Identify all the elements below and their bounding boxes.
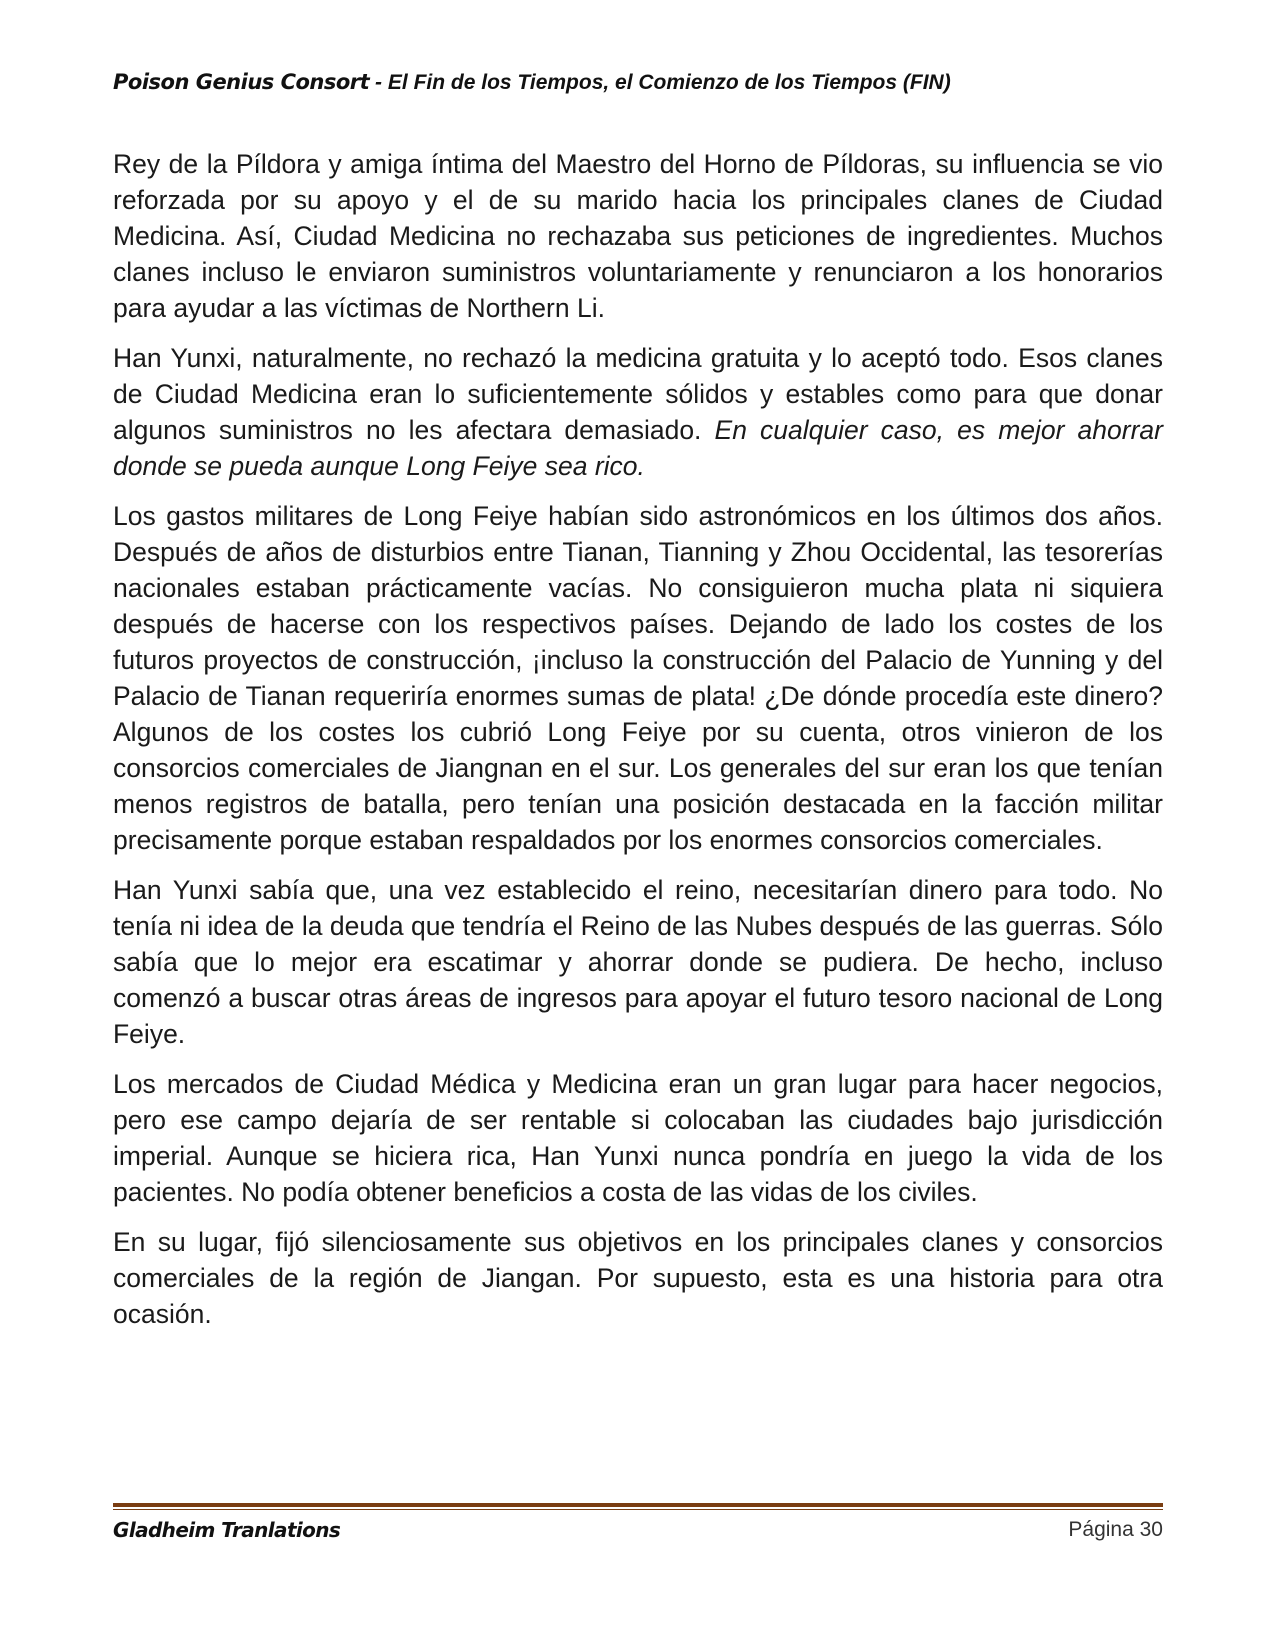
paragraph-text: Rey de la Píldora y amiga íntima del Maestro del Horno de Píldoras, su influencia se vio reforzada por su apoyo y el de su marido hacia los principales clanes de Ciudad Medicina. Así, Ciudad Medicina no rechazaba sus peticiones de ingredientes. Muchos clanes incluso le enviaron suministros voluntariamente y renunciaron a los honorarios para ayudar a las víctimas de Northern Li. — [113, 149, 1163, 323]
footer-divider-thin — [113, 1509, 1163, 1510]
header-separator: - — [369, 71, 388, 94]
page-header — [113, 70, 1163, 95]
paragraph-text: Los mercados de Ciudad Médica y Medicina eran un gran lugar para hacer negocios, pero ese campo dejaría de ser rentable si colocaban las ciudades bajo jurisdicción imperial. Aunque se hiciera rica, Han Yunxi nunca pondría en juego la vida de los pacientes. No podía obtener beneficios a costa de las vidas de los civiles. — [113, 1069, 1163, 1207]
paragraph-text: Han Yunxi sabía que, una vez establecido el reino, necesitarían dinero para todo. No tenía ni idea de la deuda que tendría el Reino de las Nubes después de las guerras. Sólo sabía que lo mejor era escatimar y ahorrar donde se pudiera. De hecho, incluso comenzó a buscar otras áreas de ingresos para apoyar el futuro tesoro nacional de Long Feiye. — [113, 875, 1163, 1049]
paragraph-text: En su lugar, fijó silenciosamente sus objetivos en los principales clanes y consorcios comerciales de la región de Jiangan. Por supuesto, esta es una historia para otra ocasión. — [113, 1227, 1163, 1329]
paragraph — [113, 340, 1163, 484]
page-number: Página 30 — [1068, 1518, 1163, 1541]
chapter-title: El Fin de los Tiempos, el Comienzo de los Tiempos (FIN) — [387, 71, 951, 94]
paragraph — [113, 1224, 1163, 1332]
paragraph — [113, 146, 1163, 326]
footer-divider-thick — [113, 1503, 1163, 1507]
paragraph-text: Los gastos militares de Long Feiye habían sido astronómicos en los últimos dos años. Después de años de disturbios entre Tianan, Tianning y Zhou Occidental, las tesorerías nacionales estaban prácticamente vacías. No consiguieron mucha plata ni siquiera después de hacerse con los respectivos países. Dejando de lado los costes de los futuros proyectos de construcción, ¡incluso la construcción del Palacio de Yunning y del Palacio de Tianan requeriría enormes sumas de plata! ¿De dónde procedía este dinero? Algunos de los costes los cubrió Long Feiye por su cuenta, otros vinieron de los consorcios comerciales de Jiangnan en el sur. Los generales del sur eran los que tenían menos registros de batalla, pero tenían una posición destacada en la facción militar precisamente porque estaban respaldados por los enormes consorcios comerciales. — [113, 501, 1163, 855]
paragraph — [113, 872, 1163, 1052]
paragraph-text: Han Yunxi, naturalmente, no rechazó la medicina gratuita y lo aceptó todo. Esos clanes de Ciudad Medicina eran lo suficientemente sólidos y estables como para que donar algunos suministros no les afectara demasiado. — [113, 343, 1163, 445]
document-body — [113, 146, 1163, 1346]
paragraph — [113, 1066, 1163, 1210]
paragraph — [113, 498, 1163, 858]
series-title: Poison Genius Consort — [113, 70, 370, 94]
footer-divider — [113, 1503, 1163, 1511]
paragraph-italic-text: En cualquier caso, es mejor ahorrar donde se pueda aunque Long Feiye sea rico. — [113, 415, 1163, 481]
footer-publisher: Gladheim Tranlations — [113, 1518, 341, 1542]
